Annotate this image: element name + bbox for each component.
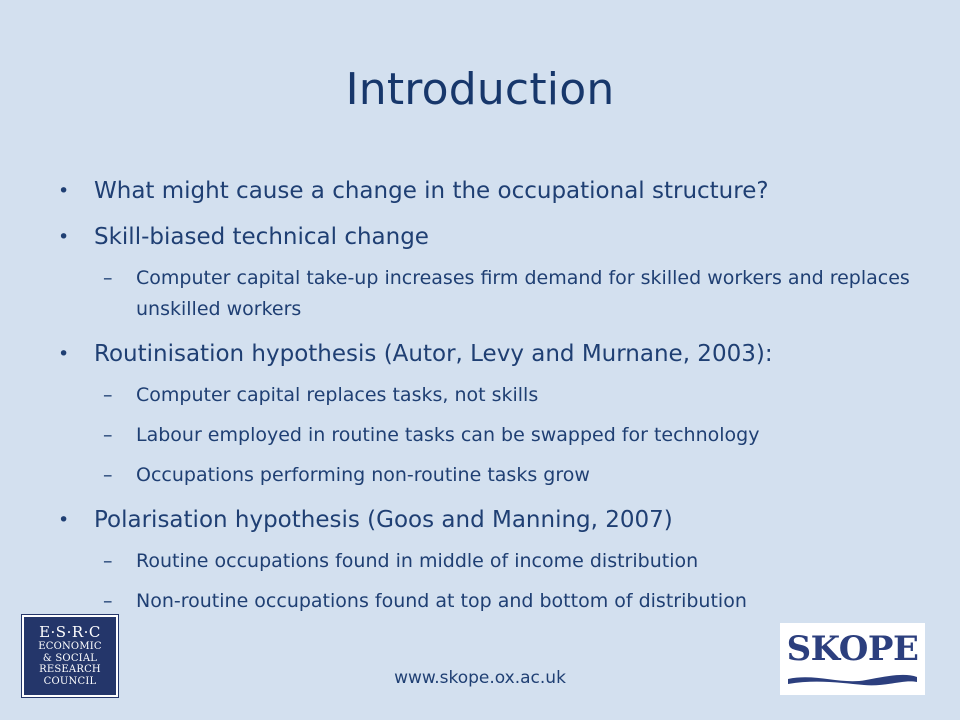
- sub-bullet-text: Occupations performing non-routine tasks grow: [136, 464, 590, 486]
- dash-marker: –: [103, 267, 113, 289]
- bullet-text: Polarisation hypothesis (Goos and Manning, 2007): [94, 507, 673, 533]
- sub-bullet-item: [103, 546, 918, 577]
- sub-bullet-item: [103, 380, 918, 411]
- bullet-list: [58, 174, 918, 617]
- bullet-marker: •: [58, 509, 70, 531]
- slide-title: Introduction: [345, 64, 615, 115]
- sub-bullet-item: [103, 586, 918, 617]
- footer-url: www.skope.ox.ac.uk: [394, 668, 566, 688]
- skope-logo: [780, 623, 925, 695]
- esrc-logo-line: RESEARCH: [39, 664, 101, 675]
- esrc-logo-line: & SOCIAL: [42, 652, 98, 664]
- bullet-item: [58, 220, 918, 254]
- bullet-item: [58, 337, 918, 371]
- bullet-text: Skill-biased technical change: [94, 224, 429, 250]
- bullet-item: [58, 503, 918, 537]
- dash-marker: –: [103, 590, 113, 612]
- skope-wave-icon: [786, 671, 919, 689]
- dash-marker: –: [103, 464, 113, 486]
- sub-bullet-item: [103, 460, 918, 491]
- bullet-text: Routinisation hypothesis (Autor, Levy and Murnane, 2003):: [94, 341, 773, 367]
- sub-bullet-item: [103, 263, 918, 325]
- esrc-logo-acronym: E·S·R·C: [39, 623, 101, 641]
- sub-bullet-text: Routine occupations found in middle of income distribution: [136, 550, 699, 572]
- sub-bullet-text: Non-routine occupations found at top and bottom of distribution: [136, 590, 747, 612]
- bullet-marker: •: [58, 180, 70, 202]
- dash-marker: –: [103, 384, 113, 406]
- bullet-text: What might cause a change in the occupational structure?: [94, 178, 769, 204]
- sub-bullet-text: Computer capital take-up increases firm demand for skilled workers and replaces unskilled workers: [136, 267, 910, 320]
- esrc-logo-line: ECONOMIC: [38, 641, 102, 652]
- dash-marker: –: [103, 550, 113, 572]
- dash-marker: –: [103, 424, 113, 446]
- sub-bullet-text: Labour employed in routine tasks can be swapped for technology: [136, 424, 760, 446]
- skope-logo-text: SKOPE: [786, 629, 919, 669]
- sub-bullet-text: Computer capital replaces tasks, not skills: [136, 384, 539, 406]
- bullet-item: [58, 174, 918, 208]
- bullet-marker: •: [58, 226, 70, 248]
- sub-bullet-item: [103, 420, 918, 451]
- esrc-logo-line: COUNCIL: [43, 675, 97, 687]
- bullet-marker: •: [58, 343, 70, 365]
